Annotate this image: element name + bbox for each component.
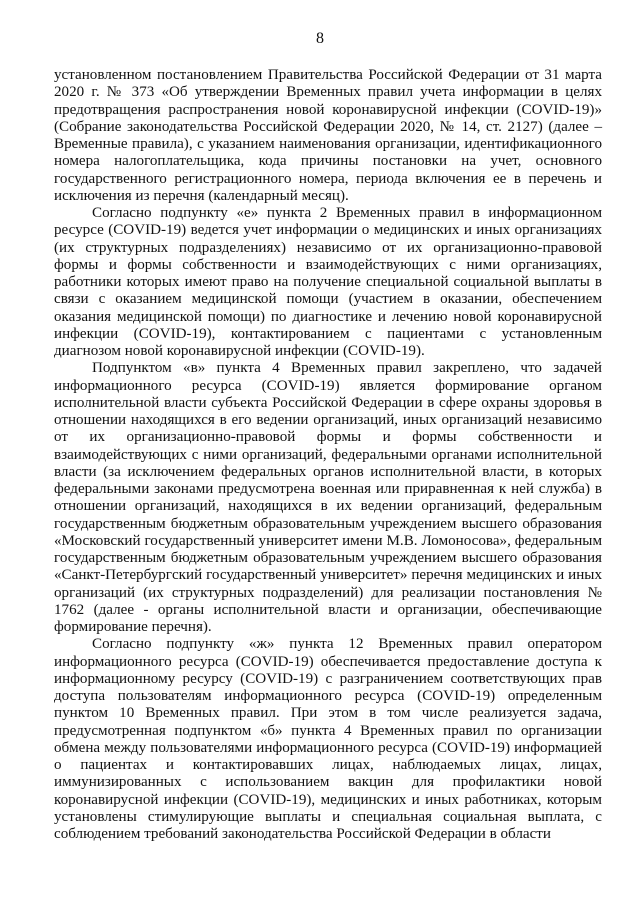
paragraph-4: Согласно подпункту «ж» пункта 12 Временных правил оператором информационного ресурса (COVID-19) обеспечивается предоставление доступа к информационному ресурсу (COVID-19) с разграничением соответствующих прав доступа пользователям информационного ресурса (COVID-19) определенным пунктом 10 Временных правил. При этом в том числе реализуется задача, предусмотренная подпунктом «б» пункта 4 Временных правил по организации обмена между пользователями информационного ресурса (COVID-19) информацией о пациентах и контактировавших лицах, наблюдаемых лицах, лицах, иммунизированных с использованием вакцин для профилактики новой коронавирусной инфекции (COVID-19), медицинских и иных работниках, которым установлены стимулирующие выплаты и специальная социальная выплата, с соблюдением требований законодательства Российской Федерации в области xyxy=(54,636,602,842)
paragraph-3: Подпунктом «в» пункта 4 Временных правил закреплено, что задачей информационного ресурса (COVID-19) является формирование органом исполнительной власти субъекта Российской Федерации в сфере охраны здоровья в отношении находящихся в его ведении организаций, иных организаций независимо от их организационно-правовой формы и формы собственности и взаимодействующих с ними организаций, федеральными органами исполнительной власти (за исключением федеральных органов исполнительной власти, в которых федеральными законами предусмотрена военная или приравненная к ней служба) в отношении организаций, находящихся в их ведении организаций, федеральным государственным бюджетным образовательным учреждением высшего образования «Московский государственный университет имени М.В. Ломоносова», федеральным государственным бюджетным образовательным учреждением высшего образования «Санкт-Петербургский государственный университет» перечня медицинских и иных организаций (их структурных подразделений) для реализации постановления № 1762 (далее - органы исполнительной власти и организации, обеспечивающие формирование перечня). xyxy=(54,360,602,635)
page-number: 8 xyxy=(316,30,324,47)
document-body xyxy=(54,67,602,843)
paragraph-2: Согласно подпункту «е» пункта 2 Временных правил в информационном ресурсе (COVID-19) ведется учет информации о медицинских и иных организациях (их структурных подразделениях) независимо от их организационно-правовой формы и формы собственности и взаимодействующих с ними организациях, работники которых имеют право на получение специальной социальной выплаты в связи с оказанием медицинской помощи (участием в оказании, обеспечением оказания медицинской помощи) по диагностике и лечению новой коронавирусной инфекции (COVID-19), контактированием с пациентами с установленным диагнозом новой коронавирусной инфекции (COVID-19). xyxy=(54,205,602,359)
paragraph-1: установленном постановлением Правительства Российской Федерации от 31 марта 2020 г. № 373 «Об утверждении Временных правил учета информации в целях предотвращения распространения новой коронавирусной инфекции (COVID-19)» (Собрание законодательства Российской Федерации 2020, № 14, ст. 2127) (далее – Временные правила), с указанием наименования организации, идентификационного номера налогоплательщика, кода причины постановки на учет, основного государственного регистрационного номера, периода включения ее в перечень и исключения из перечня (календарный месяц). xyxy=(54,67,602,204)
